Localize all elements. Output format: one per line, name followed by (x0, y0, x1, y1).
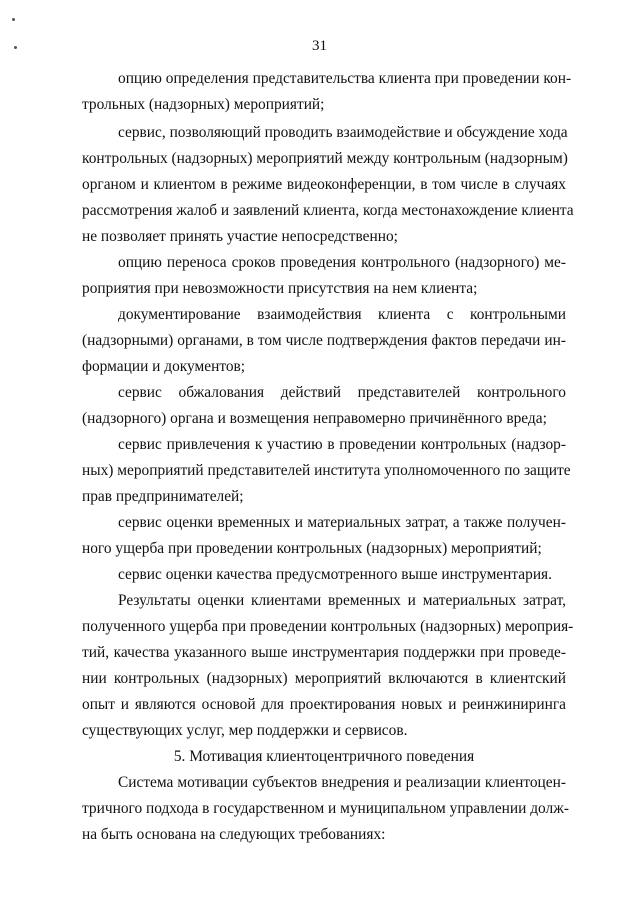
text-line: полученного ущерба при проведении контрольных (надзорных) мероприя- (82, 618, 574, 635)
text-line: опцию переноса сроков проведения контрольного (надзорного) ме- (118, 254, 566, 271)
text-line: не позволяет принять участие непосредственно; (82, 228, 398, 245)
text-line: Результаты оценки клиентами временных и материальных затрат, (118, 592, 566, 609)
text-line: Система мотивации субъектов внедрения и реализации клиентоцен- (118, 774, 566, 791)
text-line: опцию определения представительства клиента при проведении кон- (118, 70, 572, 87)
page-number: 31 (312, 38, 327, 54)
text-line: органом и клиентом в режиме видеоконференции, в том числе в случаях (82, 176, 566, 193)
text-line: (надзорными) органами, в том числе подтверждения фактов передачи ин- (82, 332, 566, 349)
text-line: ных) мероприятий представителей института уполномоченного по защите (82, 462, 571, 479)
text-line: сервис оценки качества предусмотренного выше инструментария. (118, 566, 552, 583)
text-line: формации и документов; (82, 358, 246, 375)
text-line: опыт и являются основой для проектирования новых и реинжиниринга (82, 696, 566, 713)
text-line: сервис оценки временных и материальных затрат, а также получен- (118, 514, 566, 531)
text-line: сервис обжалования действий представителей контрольного (118, 384, 566, 401)
text-line: тий, качества указанного выше инструментария поддержки при проведе- (82, 644, 566, 661)
text-line: существующих услуг, мер поддержки и сервисов. (82, 722, 408, 739)
text-line: сервис, позволяющий проводить взаимодействие и обсуждение хода (118, 124, 568, 141)
text-line: сервис привлечения к участию в проведении контрольных (надзор- (118, 436, 566, 453)
text-line: нии контрольных (надзорных) мероприятий включаются в клиентский (82, 670, 566, 687)
section-heading: 5. Мотивация клиентоцентричного поведения (173, 748, 475, 765)
text-line: прав предпринимателей; (82, 488, 244, 505)
text-line: ного ущерба при проведении контрольных (надзорных) мероприятий; (82, 540, 542, 557)
text-line: трольных (надзорных) мероприятий; (82, 96, 325, 113)
text-line: документирование взаимодействия клиента с контрольными (118, 306, 566, 323)
text-line: роприятия при невозможности присутствия на нем клиента; (82, 280, 478, 297)
text-line: на быть основана на следующих требованиях: (82, 826, 386, 843)
scan-speck (12, 18, 15, 21)
text-line: рассмотрения жалоб и заявлений клиента, когда местонахождение клиента (82, 202, 574, 219)
text-line: тричного подхода в государственном и муниципальном управлении долж- (82, 800, 569, 817)
text-line: контрольных (надзорных) мероприятий между контрольным (надзорным) (82, 150, 568, 167)
text-line: (надзорного) органа и возмещения неправомерно причинённого вреда; (82, 410, 547, 427)
